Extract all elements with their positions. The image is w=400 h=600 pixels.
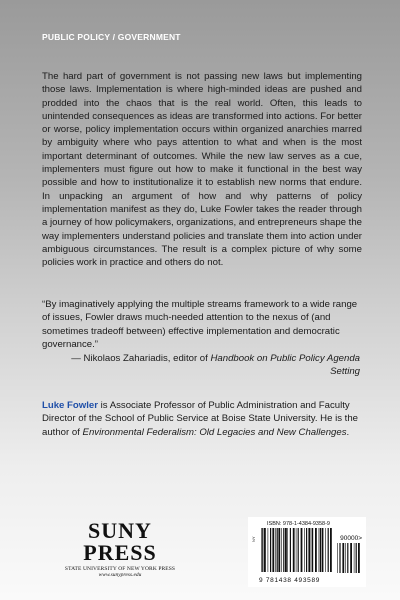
author-bio [42, 399, 362, 439]
barcode-bar [298, 528, 299, 572]
barcode-bar [306, 528, 307, 572]
barcode-bar [325, 528, 326, 572]
bio-text-2: . [346, 426, 350, 438]
side-code: NY [251, 536, 256, 542]
endorsement [42, 298, 362, 379]
endorsement-quote: “By imaginatively applying the multiple streams framework to a wide range of issues, Fowler draws much-needed attention to the nexus of (and sometimes tradeoff between) effective implementation and democratic governance.” [42, 299, 358, 350]
barcode-bar [270, 528, 271, 572]
barcode-bar [277, 528, 278, 572]
barcode-bar [328, 528, 329, 572]
barcode-bar [285, 528, 287, 572]
barcode-bar [320, 528, 321, 572]
bio-paragraph [42, 399, 362, 439]
barcode-bar [283, 528, 284, 572]
barcode-bar [296, 528, 297, 572]
price-code-marker: > [358, 535, 362, 542]
author-name: Luke Fowler [42, 400, 98, 411]
barcode-bar [278, 528, 280, 572]
barcode-bar [358, 543, 360, 573]
barcode-bar [287, 528, 288, 572]
publisher-url: www.sunypress.edu [98, 572, 142, 578]
barcode-bar [275, 528, 276, 572]
isbn-barcode-icon [261, 528, 333, 572]
bio-text-1: is Associate Professor of Public Administration and Faculty Director of the School of Public Service at Boise State University. He is the author of [42, 400, 359, 438]
price-barcode-icon [337, 543, 361, 573]
price-code-value: 90000 [340, 535, 359, 542]
barcode-bar [281, 528, 282, 572]
barcode-bar [262, 528, 263, 572]
barcode-bar [290, 528, 291, 572]
attribution-book-title: Handbook on Public Policy Agenda Setting [210, 353, 360, 378]
attribution-prefix: — Nikolaos Zahariadis, editor of [71, 353, 208, 365]
barcode-bar [345, 543, 346, 573]
barcode-bar [319, 528, 320, 572]
barcode-bar [264, 528, 266, 572]
barcode-bar [347, 543, 348, 573]
publisher-logo [60, 520, 180, 578]
barcode-bar [268, 528, 269, 572]
barcode-bar [330, 528, 332, 572]
barcode-bar [311, 528, 312, 572]
category-label: PUBLIC POLICY / GOVERNMENT [42, 32, 181, 42]
isbn-label: ISBN: 978-1-4384-9358-9 [267, 521, 330, 527]
barcode-bar [272, 528, 274, 572]
publisher-name-line2: PRESS [83, 540, 157, 565]
barcode-bar [261, 528, 262, 572]
barcode-bar [304, 528, 305, 572]
description-text: The hard part of government is not passing new laws but implementing those laws. Implementation is where high-minded ideas are pushed and prodded into the chaos that is the real world. Often, this leads to unintended consequences as ideas are transformed into actions. For better or worse, policy implementation occurs within organized anarchies marred by ambiguity where who pays attention to what and when is the most important determinant of outcomes. While the new law serves as a cue, implementers must figure out how to make it functional in the best way possible and how to institutionalize it to establish new norms that endure. In unpacking an argument of how and why patterns of policy implementation manifest as they do, Luke Fowler takes the reader through a journey of how policymakers, organizations, and entrepreneurs shape the way implementers understand policies and translate them into action under ambiguous circumstances. The result is a complex picture of why some policies work in practice and others do not. [42, 71, 362, 269]
barcode-bar [354, 543, 355, 573]
publisher-subtitle: STATE UNIVERSITY OF NEW YORK PRESS [64, 566, 176, 572]
barcode-bar [312, 528, 313, 572]
isbn-digits: 9 781438 493589 [259, 577, 321, 584]
book-description [42, 70, 362, 269]
barcode-bar [337, 543, 338, 573]
barcode-panel [248, 517, 366, 587]
barcode-bar [350, 543, 352, 573]
barcode-bar [308, 528, 310, 572]
barcode-bar [322, 528, 324, 572]
barcode-bar [342, 543, 344, 573]
barcode-bar [339, 543, 340, 573]
barcode-bar [356, 543, 357, 573]
barcode-bar [293, 528, 295, 572]
barcode-bar [315, 528, 317, 572]
price-code [340, 535, 362, 542]
publisher-name-line1: SUNY [88, 518, 152, 543]
barcode-bar [301, 528, 303, 572]
bio-book-title: Environmental Federalism: Old Legacies and New Challenges [82, 426, 347, 438]
endorsement-attribution [42, 352, 362, 379]
